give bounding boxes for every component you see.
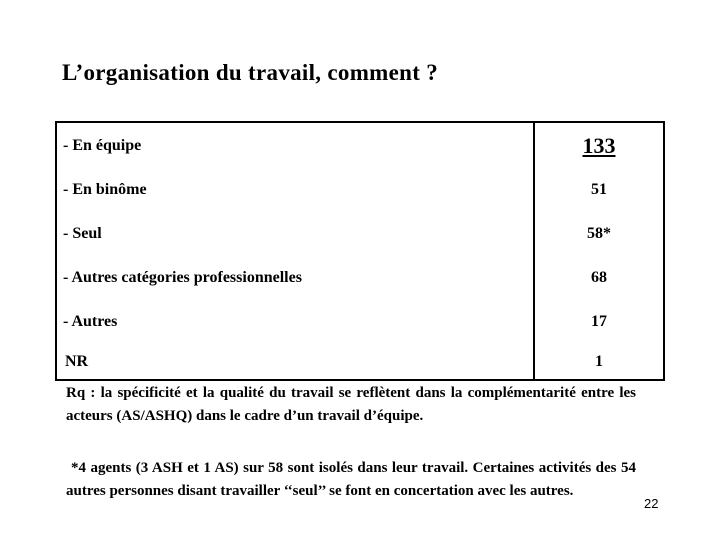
table-row: [56, 122, 664, 168]
table-row: [56, 300, 664, 344]
table-row: [56, 344, 664, 380]
row-label: - Autres catégories professionnelles: [56, 256, 534, 300]
row-value: 17: [591, 313, 607, 330]
row-label: - En équipe: [56, 122, 534, 168]
remark-note: Rq : la spécificité et la qualité du travail se reflètent dans la complémentarité entre les acteurs (AS/ASHQ) dans le cadre d’un travail d’équipe.: [66, 385, 636, 424]
footnote-isolated-agents: [66, 457, 636, 503]
row-value: 1: [595, 352, 603, 370]
footnote-text: *4 agents (3 ASH et 1 AS) sur 58 sont isolés dans leur travail. Certaines activités des 54 autres personnes disant travailler ‘‘seul’’ se font en concertation avec les autres.: [66, 460, 636, 499]
row-label: - Autres: [56, 300, 534, 344]
page-number: 22: [644, 496, 659, 511]
row-value: 133: [582, 132, 616, 158]
row-value: 58*: [587, 225, 611, 242]
row-label: - Seul: [56, 212, 534, 256]
row-value: 51: [591, 181, 607, 198]
work-organisation-table: [55, 121, 665, 381]
table-row: [56, 212, 664, 256]
table-row: [56, 256, 664, 300]
row-label: NR: [56, 344, 534, 380]
slide-title: L’organisation du travail, comment ?: [62, 60, 439, 85]
row-value: 68: [591, 269, 607, 286]
row-label: - En binôme: [56, 168, 534, 212]
table-row: [56, 168, 664, 212]
